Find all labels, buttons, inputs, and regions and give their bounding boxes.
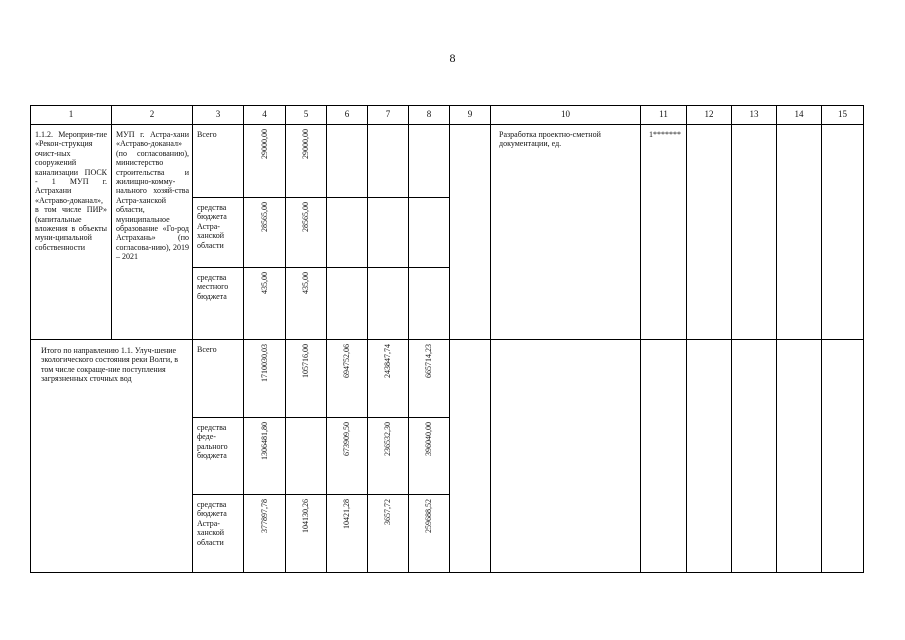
- amount-value: 28565,00: [301, 202, 311, 232]
- amount-value: 259688,52: [424, 499, 434, 533]
- page-number: 8: [449, 51, 456, 65]
- empty-cell: [822, 125, 864, 340]
- col-header: 4: [244, 106, 286, 125]
- empty-cell: [450, 340, 491, 573]
- empty-cell: [641, 340, 687, 573]
- amount-cell: [327, 340, 368, 418]
- amount-cell: [327, 495, 368, 573]
- funding-source: средства бюджета Астра-ханской области: [193, 495, 244, 573]
- amount-value: 29000,00: [301, 129, 311, 159]
- col-header: 14: [777, 106, 822, 125]
- empty-cell: [491, 340, 641, 573]
- amount-value: 1306481,80: [259, 422, 269, 460]
- funding-source: средства феде-рального бюджета: [193, 418, 244, 495]
- total-label: Итого по направлению 1.1. Улуч-шение экологического состояния реки Волги, в том числе сокраще-ние поступления загрязненных сточных вод: [31, 340, 193, 573]
- col-header: 7: [368, 106, 409, 125]
- amount-cell: [286, 125, 327, 198]
- amount-value: 377897,78: [259, 499, 269, 533]
- amount-cell: [368, 418, 409, 495]
- header-row: [31, 106, 864, 125]
- empty-cell: [777, 340, 822, 573]
- amount-value: 694752,06: [342, 344, 352, 378]
- funding-source: средства бюджета Астра-ханской области: [193, 198, 244, 268]
- amount-value: 3657,72: [383, 499, 393, 525]
- empty-cell: [409, 198, 450, 268]
- amount-value: 665714,23: [424, 344, 434, 378]
- amount-cell: [409, 340, 450, 418]
- amount-value: 105716,00: [301, 344, 311, 378]
- amount-value: 10421,28: [342, 499, 352, 529]
- funding-source: средства местного бюджета: [193, 268, 244, 340]
- col-header: 3: [193, 106, 244, 125]
- empty-cell: [732, 125, 777, 340]
- col-header: 10: [491, 106, 641, 125]
- empty-cell: [327, 268, 368, 340]
- amount-cell: [286, 418, 327, 495]
- empty-cell: [368, 125, 409, 198]
- amount-value: 104130,26: [301, 499, 311, 533]
- amount-value: 1710030,03: [259, 344, 269, 382]
- col-header: 9: [450, 106, 491, 125]
- empty-cell: [450, 125, 491, 340]
- amount-cell: [244, 198, 286, 268]
- empty-cell: [687, 125, 732, 340]
- amount-cell: [286, 268, 327, 340]
- col-header: 1: [31, 106, 112, 125]
- amount-cell: [368, 495, 409, 573]
- amount-cell: [244, 418, 286, 495]
- col-header: 5: [286, 106, 327, 125]
- amount-value: 236532,30: [383, 422, 393, 456]
- amount-cell: [286, 198, 327, 268]
- amount-cell: [244, 268, 286, 340]
- col-header: 13: [732, 106, 777, 125]
- empty-cell: [368, 198, 409, 268]
- amount-cell: [368, 340, 409, 418]
- amount-cell: [244, 340, 286, 418]
- col-header: 8: [409, 106, 450, 125]
- amount-cell: [409, 418, 450, 495]
- empty-cell: [777, 125, 822, 340]
- empty-cell: [687, 340, 732, 573]
- amount-value: 673909,50: [342, 422, 352, 456]
- amount-cell: [244, 125, 286, 198]
- empty-cell: [327, 125, 368, 198]
- amount-value: 435,00: [301, 272, 311, 294]
- indicator-value: 1*******: [641, 125, 687, 340]
- funding-source: Всего: [193, 125, 244, 198]
- amount-value: 243847,74: [383, 344, 393, 378]
- empty-cell: [822, 340, 864, 573]
- col-header: 2: [112, 106, 193, 125]
- col-header: 12: [687, 106, 732, 125]
- amount-cell: [286, 340, 327, 418]
- measure-name: 1.1.2. Мероприя-тие «Рекон-струкция очист-ных сооружений канализации ПОСК - 1 МУП г. Астрахани «Астраво-доканал», в том числе ПИР» (капитальные вложения в объекты муни-ципальной собственности: [31, 125, 112, 340]
- amount-cell: [409, 495, 450, 573]
- col-header: 11: [641, 106, 687, 125]
- empty-cell: [732, 340, 777, 573]
- amount-cell: [286, 495, 327, 573]
- empty-cell: [368, 268, 409, 340]
- target-indicator: Разработка проектно-сметной документации, ед.: [491, 125, 641, 340]
- empty-cell: [409, 268, 450, 340]
- amount-value: 29000,00: [259, 129, 269, 159]
- table-row: [31, 340, 864, 418]
- executor: МУП г. Астра-хани «Астраво-доканал» (по согласованию), министерство строительства и жилищно-комму-нального хозяй-ства Астра-ханской области, муниципальное образование «Го-род Астрахань» (по согласова-нию), 2019 – 2021: [112, 125, 193, 340]
- funding-source: Всего: [193, 340, 244, 418]
- amount-cell: [244, 495, 286, 573]
- empty-cell: [409, 125, 450, 198]
- program-table: [30, 105, 864, 573]
- amount-value: 396040,00: [424, 422, 434, 456]
- amount-cell: [327, 418, 368, 495]
- table-row: [31, 125, 864, 198]
- col-header: 6: [327, 106, 368, 125]
- col-header: 15: [822, 106, 864, 125]
- amount-value: 28565,00: [259, 202, 269, 232]
- empty-cell: [327, 198, 368, 268]
- amount-value: 435,00: [259, 272, 269, 294]
